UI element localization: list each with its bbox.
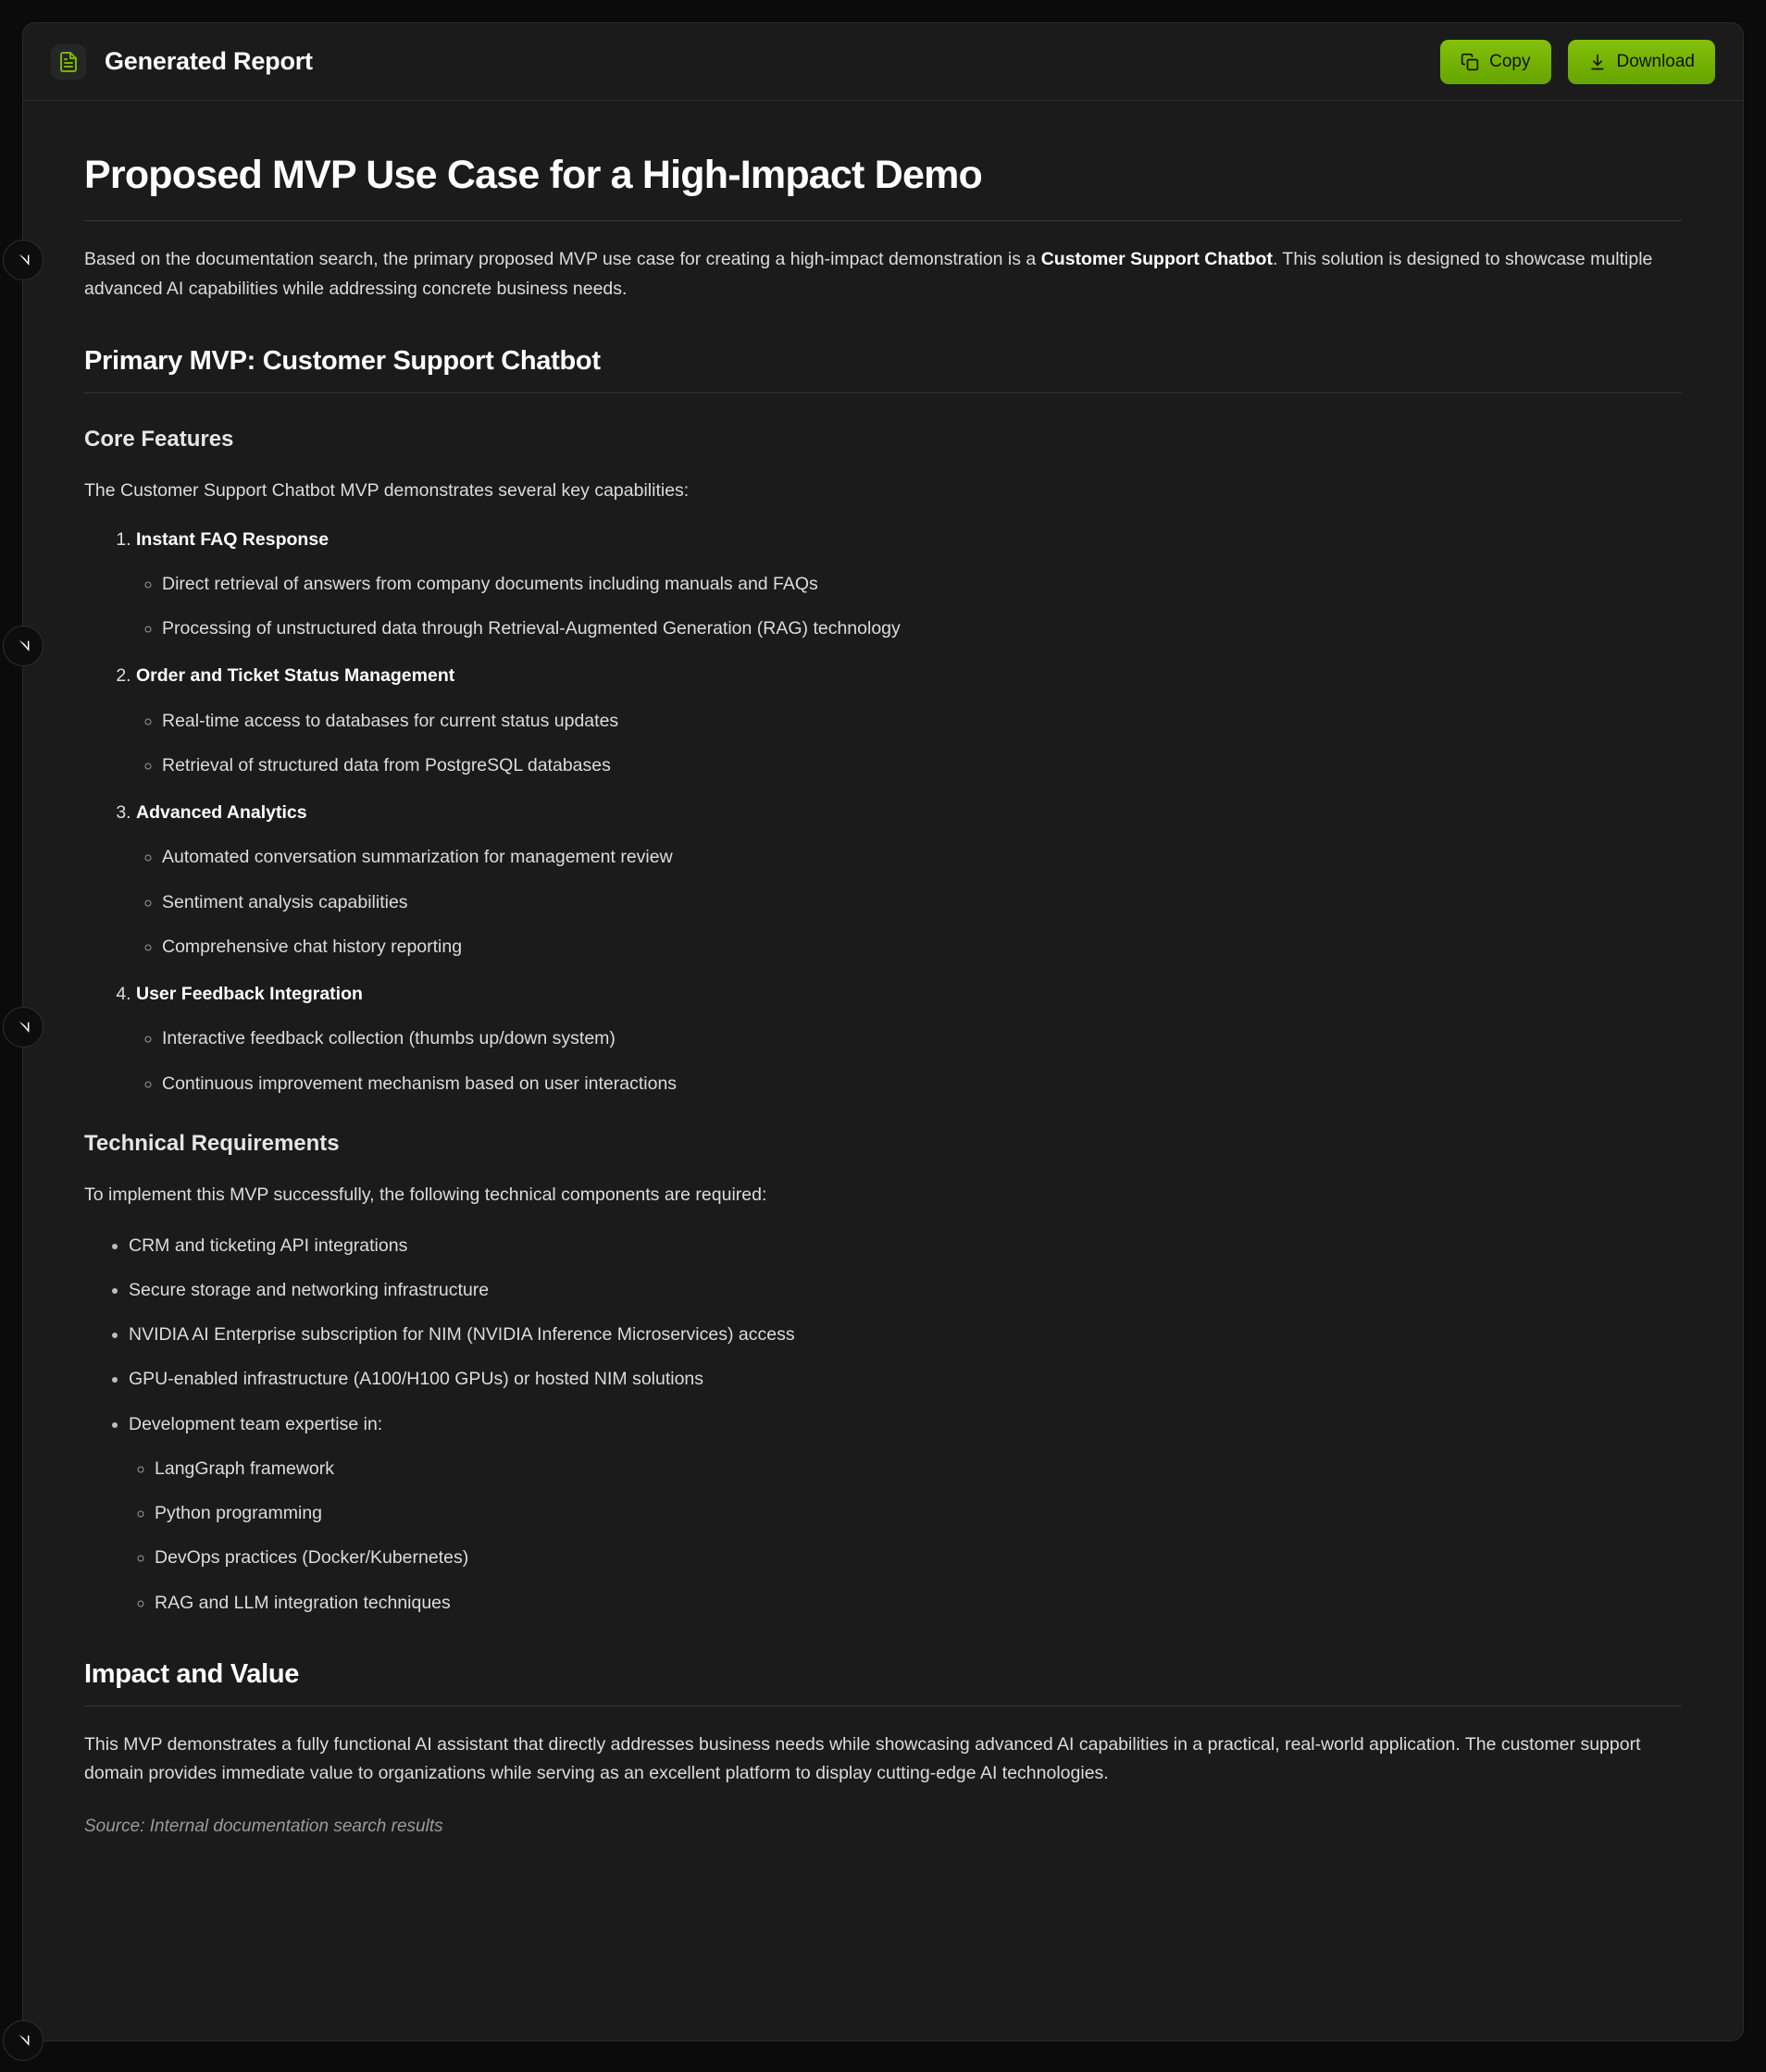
impact-paragraph: This MVP demonstrates a fully functional AI assistant that directly addresses business needs while showcasing advanced AI capabilities in a practical, real-world application. The customer support domain provides immediate value to organizations while serving as an excellent platform to display cutting-edge AI technologies. xyxy=(84,1733,1641,1784)
report-header xyxy=(23,23,1743,101)
list-item: • CRM and ticketing API integrations xyxy=(129,1233,1682,1259)
list-item: ◦ LangGraph framework xyxy=(155,1456,1682,1483)
copy-icon xyxy=(1461,53,1479,71)
feature-points-list xyxy=(136,844,1682,961)
source-note xyxy=(84,1817,1682,1837)
copy-button-label: Copy xyxy=(1489,51,1531,71)
header-left-group xyxy=(51,44,313,80)
list-item: ◦ DevOps practices (Docker/Kubernetes) xyxy=(155,1545,1682,1571)
list-item: ◦ Interactive feedback collection (thumbs up/down system) xyxy=(162,1025,1682,1052)
nvidia-n-badge xyxy=(3,240,44,280)
download-button-label: Download xyxy=(1616,51,1695,71)
generated-report-card xyxy=(22,22,1744,2041)
tech-requirements-intro: To implement this MVP successfully, the following technical components are required: xyxy=(84,1184,767,1205)
list-item: ◦ Sentiment analysis capabilities xyxy=(162,889,1682,916)
list-item: • GPU-enabled infrastructure (A100/H100 GPUs) or hosted NIM solutions xyxy=(129,1366,1682,1393)
subsection-heading-core-features: Core Features xyxy=(84,427,234,453)
list-item: ◦ Python programming xyxy=(155,1500,1682,1527)
technical-requirements-list xyxy=(84,1233,1682,1617)
list-item: ◦ Direct retrieval of answers from company documents including manuals and FAQs xyxy=(162,571,1682,598)
file-text-icon xyxy=(51,44,86,80)
list-item xyxy=(136,527,1682,643)
list-item: ◦ Processing of unstructured data through Retrieval-Augmented Generation (RAG) technology xyxy=(162,615,1682,642)
list-item: ◦ Comprehensive chat history reporting xyxy=(162,934,1682,961)
list-item: ◦ Retrieval of structured data from PostgreSQL databases xyxy=(162,752,1682,779)
feature-title: User Feedback Integration xyxy=(136,984,363,1005)
feature-title: Advanced Analytics xyxy=(136,802,307,824)
list-item: ◦ Real-time access to databases for current status updates xyxy=(162,708,1682,735)
expertise-sublist xyxy=(129,1456,1682,1617)
list-item: ◦ Automated conversation summarization for management review xyxy=(162,844,1682,871)
source-label: Source: xyxy=(84,1816,150,1836)
list-item: • NVIDIA AI Enterprise subscription for NIM (NVIDIA Inference Microservices) access xyxy=(129,1321,1682,1348)
subsection-heading-technical-requirements: Technical Requirements xyxy=(84,1130,340,1156)
intro-paragraph xyxy=(84,245,1682,304)
section-heading-primary-mvp: Primary MVP: Customer Support Chatbot xyxy=(84,346,1682,393)
list-item: • Secure storage and networking infrastructure xyxy=(129,1277,1682,1304)
list-item: ◦ RAG and LLM integration techniques xyxy=(155,1590,1682,1617)
download-icon xyxy=(1588,53,1607,71)
list-item xyxy=(136,663,1682,779)
feature-title: Instant FAQ Response xyxy=(136,528,330,550)
source-value: Internal documentation search results xyxy=(149,1816,443,1836)
copy-button[interactable] xyxy=(1440,40,1550,84)
core-features-intro: The Customer Support Chatbot MVP demonstrates several key capabilities: xyxy=(84,480,690,502)
header-actions xyxy=(1440,40,1715,84)
nvidia-n-badge xyxy=(3,626,44,666)
nvidia-n-badge xyxy=(3,1007,44,1048)
list-item xyxy=(136,981,1682,1098)
list-item xyxy=(136,800,1682,961)
download-button[interactable] xyxy=(1568,40,1716,84)
list-item: ◦ Continuous improvement mechanism based on user interactions xyxy=(162,1071,1682,1098)
section-heading-impact-and-value: Impact and Value xyxy=(84,1659,1682,1706)
nvidia-n-badge xyxy=(3,2020,44,2061)
list-item xyxy=(129,1411,1682,1617)
report-body xyxy=(23,101,1743,1878)
feature-points-list xyxy=(136,1025,1682,1098)
feature-points-list xyxy=(136,708,1682,780)
intro-bold-term: Customer Support Chatbot xyxy=(1040,249,1273,269)
page-title: Generated Report xyxy=(105,47,313,75)
list-item-label: Development team expertise in: xyxy=(129,1413,383,1434)
core-features-list xyxy=(84,527,1682,1098)
feature-points-list xyxy=(136,571,1682,643)
feature-title: Order and Ticket Status Management xyxy=(136,665,455,687)
intro-part1: Based on the documentation search, the primary proposed MVP use case for creating a high-impact demonstration is a xyxy=(84,249,1041,269)
intro-part2: . This solution is designed to showcase multiple advanced AI capabilities while addressing concrete business needs. xyxy=(84,249,1653,299)
document-title: Proposed MVP Use Case for a High-Impact Demo xyxy=(84,153,1682,221)
